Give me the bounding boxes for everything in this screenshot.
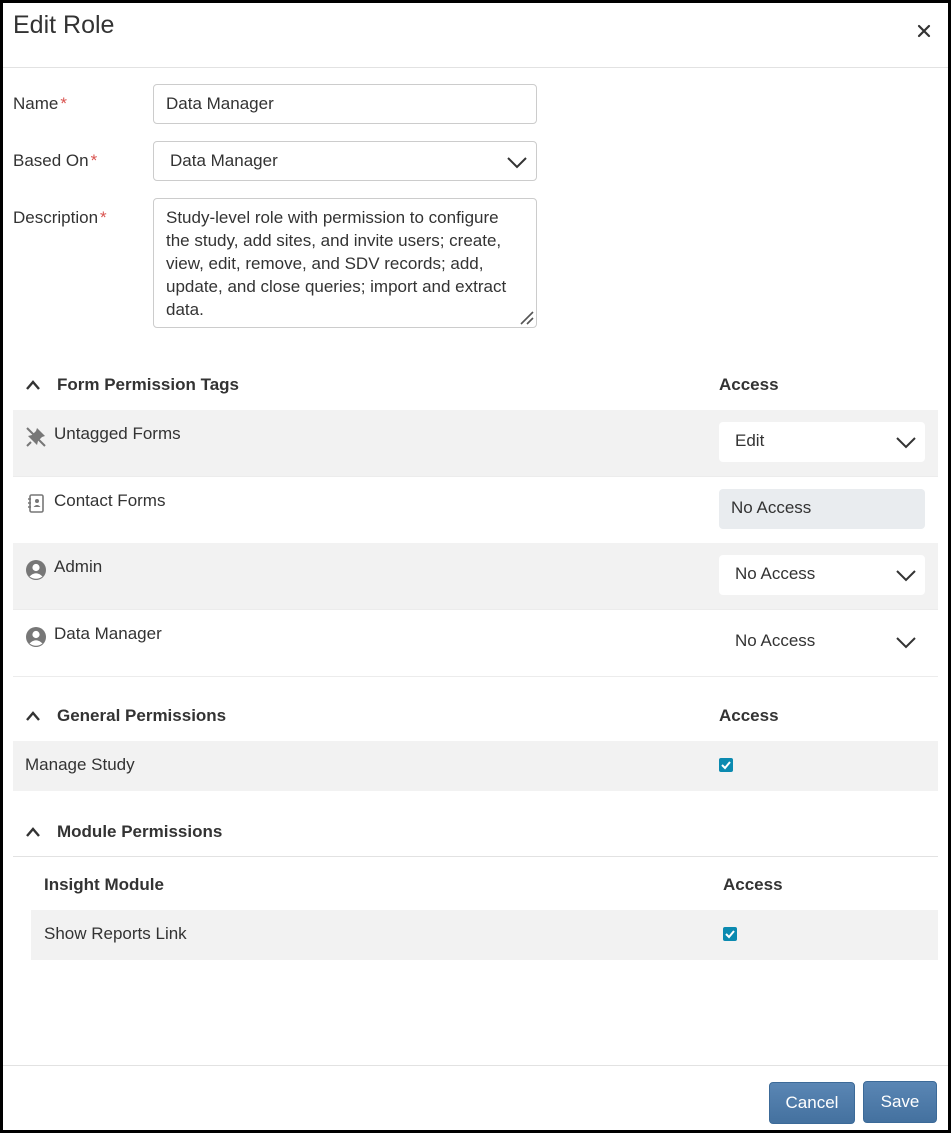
access-value: Edit — [735, 431, 765, 450]
dialog-footer — [3, 1065, 948, 1134]
resize-handle-icon[interactable] — [518, 309, 534, 325]
show-reports-link-checkbox[interactable] — [723, 927, 737, 941]
close-icon[interactable] — [912, 19, 936, 43]
chevron-down-icon — [506, 152, 528, 172]
manage-study-checkbox[interactable] — [719, 758, 733, 772]
user-circle-icon — [25, 626, 47, 648]
access-column-header: Access — [719, 706, 779, 725]
based-on-value: Data Manager — [170, 151, 278, 170]
permission-row-contact-forms — [13, 477, 938, 544]
required-marker: * — [100, 208, 107, 227]
name-label-text: Name — [13, 94, 59, 113]
contact-book-icon — [25, 493, 47, 515]
untagged-pin-icon — [25, 426, 47, 448]
dialog-title: Edit Role — [13, 11, 115, 39]
row-label: Show Reports Link — [44, 924, 187, 943]
row-label: Data Manager — [54, 624, 162, 643]
access-value: No Access — [735, 631, 816, 650]
chevron-up-icon[interactable] — [25, 825, 41, 839]
description-text: Study-level role with permission to configure the study, add sites, and invite users; create, view, edit, remove, and SDV records; add, update, and close queries; import and extract data. — [166, 208, 507, 319]
permission-row-data-manager — [13, 610, 938, 677]
access-select-untagged-forms[interactable] — [719, 422, 925, 462]
user-circle-icon — [25, 559, 47, 581]
chevron-up-icon[interactable] — [25, 709, 41, 723]
access-column-header: Access — [723, 875, 783, 894]
section-title: Form Permission Tags — [57, 375, 240, 394]
access-select-data-manager[interactable] — [719, 622, 925, 662]
access-value: No Access — [731, 498, 812, 517]
section-title: Module Permissions — [57, 822, 223, 841]
insight-module-header — [31, 866, 938, 906]
save-button[interactable]: Save — [863, 1081, 937, 1123]
dialog-header — [3, 3, 948, 68]
module-name: Insight Module — [44, 875, 164, 894]
required-marker: * — [60, 94, 67, 113]
access-select-contact-forms — [719, 489, 925, 529]
chevron-down-icon — [895, 565, 917, 585]
description-label — [13, 208, 107, 228]
name-label — [13, 94, 67, 114]
form-permission-tags-header — [13, 366, 938, 406]
based-on-select[interactable] — [153, 141, 537, 181]
chevron-up-icon[interactable] — [25, 378, 41, 392]
row-label: Manage Study — [25, 755, 135, 774]
general-permissions-header — [13, 697, 938, 737]
row-label: Contact Forms — [54, 491, 166, 510]
section-title: General Permissions — [57, 706, 227, 725]
access-column-header: Access — [719, 375, 779, 394]
permission-row-show-reports-link — [31, 910, 938, 960]
row-label: Admin — [54, 557, 103, 576]
module-permissions-header — [13, 813, 938, 857]
access-select-admin[interactable] — [719, 555, 925, 595]
description-label-text: Description — [13, 208, 99, 227]
permission-row-untagged-forms — [13, 410, 938, 477]
based-on-label — [13, 151, 97, 171]
access-value: No Access — [735, 564, 816, 583]
chevron-down-icon — [895, 632, 917, 652]
row-label: Untagged Forms — [54, 424, 181, 443]
based-on-label-text: Based On — [13, 151, 89, 170]
cancel-button[interactable]: Cancel — [769, 1082, 855, 1124]
name-input[interactable]: Data Manager — [153, 84, 537, 124]
description-textarea[interactable] — [153, 198, 537, 328]
permission-row-admin — [13, 543, 938, 610]
chevron-down-icon — [895, 432, 917, 452]
permission-row-manage-study — [13, 741, 938, 791]
required-marker: * — [90, 151, 98, 170]
